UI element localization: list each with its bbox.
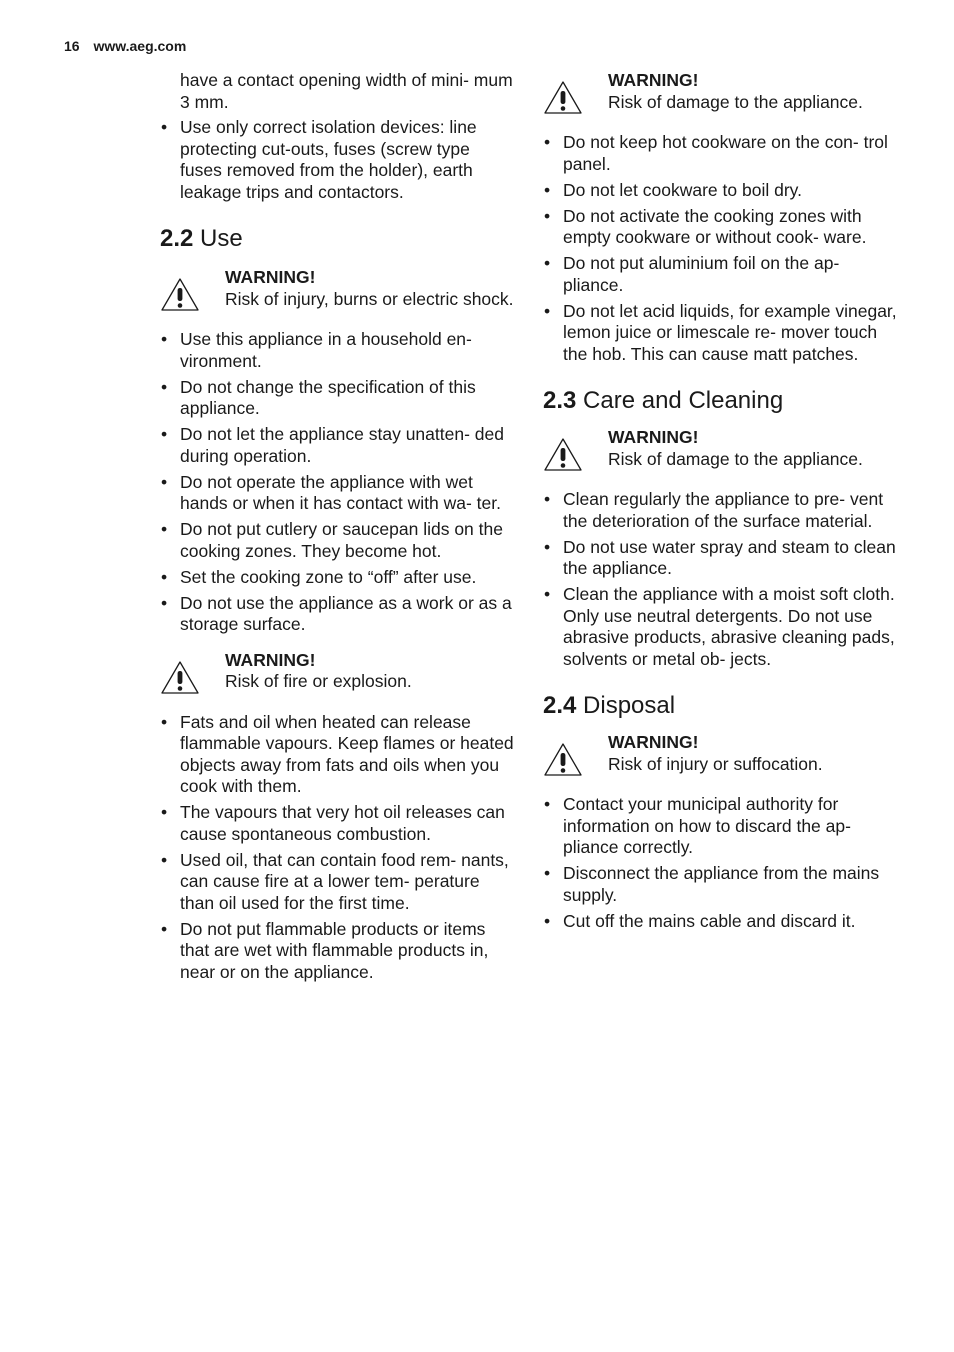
list-item: • Use only correct isolation devices: line protecting cut-outs, fuses (screw type fuses removed from the holder), earth leakage trips and contactors. bbox=[160, 117, 515, 203]
list-item: • Clean regularly the appliance to pre- vent the deterioration of the surface material. bbox=[543, 489, 903, 532]
list-item: • Do not use the appliance as a work or as a storage surface. bbox=[160, 593, 515, 636]
warning-text: Risk of damage to the appliance. bbox=[608, 448, 863, 469]
cookware-bullet-list bbox=[543, 132, 903, 365]
list-item: • Do not let acid liquids, for example vinegar, lemon juice or limescale re- mover touch the hob. This can cause matt patches. bbox=[543, 301, 903, 366]
warning-label: WARNING! bbox=[225, 649, 316, 670]
page-header bbox=[64, 38, 186, 54]
list-item: • Disconnect the appliance from the mains supply. bbox=[543, 863, 903, 906]
warning-block bbox=[160, 267, 515, 310]
list-item: • Do not let the appliance stay unatten- ded during operation. bbox=[160, 424, 515, 467]
warning-triangle-icon bbox=[543, 742, 583, 778]
list-item: • The vapours that very hot oil releases can cause spontaneous combustion. bbox=[160, 802, 515, 845]
warning-label: WARNING! bbox=[608, 732, 699, 752]
warning-triangle-icon bbox=[543, 437, 583, 473]
warning-block bbox=[160, 650, 515, 693]
page-number: 16 bbox=[64, 38, 80, 54]
list-item: • Do not activate the cooking zones with empty cookware or without cook- ware. bbox=[543, 206, 903, 249]
list-item: • Do not change the specification of this appliance. bbox=[160, 377, 515, 420]
list-item: • Do not put cutlery or saucepan lids on the cooking zones. They become hot. bbox=[160, 519, 515, 562]
list-item: • Set the cooking zone to “off” after use. bbox=[160, 567, 515, 589]
list-item: • Do not use water spray and steam to clean the appliance. bbox=[543, 537, 903, 580]
section-heading-use: 2.2 Use bbox=[160, 225, 243, 252]
warning-label: WARNING! bbox=[225, 267, 316, 287]
warning-block bbox=[543, 427, 903, 470]
list-item: • Do not put aluminium foil on the ap- pliance. bbox=[543, 253, 903, 296]
warning-triangle-icon bbox=[543, 80, 583, 116]
list-item: • Fats and oil when heated can release flammable vapours. Keep flames or heated objects away from fats and oils when you cook with them. bbox=[160, 712, 515, 798]
fire-bullet-list bbox=[160, 712, 515, 984]
warning-text: Risk of fire or explosion. bbox=[225, 671, 412, 691]
warning-text: Risk of injury or suffocation. bbox=[608, 753, 823, 774]
list-item: • Do not let cookware to boil dry. bbox=[543, 180, 903, 202]
section-heading-disposal: 2.4 Disposal bbox=[543, 692, 676, 719]
warning-block bbox=[543, 732, 903, 775]
warning-block bbox=[543, 70, 903, 113]
list-item: • Contact your municipal authority for information on how to discard the ap- pliance correctly. bbox=[543, 794, 903, 859]
warning-label: WARNING! bbox=[608, 427, 699, 447]
list-item: • Clean the appliance with a moist soft cloth. Only use neutral detergents. Do not use abrasive products, abrasive cleaning pads, solvents or metal ob- jects. bbox=[543, 584, 903, 670]
list-item: • Do not operate the appliance with wet hands or when it has contact with wa- ter. bbox=[160, 472, 515, 515]
left-column bbox=[160, 70, 515, 988]
disposal-bullet-list bbox=[543, 794, 903, 932]
list-item: • Do not keep hot cookware on the con- trol panel. bbox=[543, 132, 903, 175]
list-item: • Use this appliance in a household en- vironment. bbox=[160, 329, 515, 372]
care-bullet-list bbox=[543, 489, 903, 670]
warning-text: Risk of injury, burns or electric shock. bbox=[225, 288, 514, 309]
warning-triangle-icon bbox=[160, 660, 200, 696]
warning-triangle-icon bbox=[160, 277, 200, 313]
list-item: • Do not put flammable products or items that are wet with flammable products in, near or on the appliance. bbox=[160, 919, 515, 984]
list-item: • Used oil, that can contain food rem- nants, can cause fire at a lower tem- perature than oil used for the first time. bbox=[160, 850, 515, 915]
warning-text: Risk of damage to the appliance. bbox=[608, 91, 863, 112]
warning-label: WARNING! bbox=[608, 70, 699, 90]
intro-bullet-list bbox=[160, 117, 515, 203]
site-url: www.aeg.com bbox=[93, 38, 187, 54]
section-heading-care: 2.3 Care and Cleaning bbox=[543, 387, 784, 414]
intro-continuation: have a contact opening width of mini- mum 3 mm. bbox=[180, 70, 513, 112]
right-column bbox=[543, 70, 903, 937]
list-item: • Cut off the mains cable and discard it. bbox=[543, 911, 903, 933]
use-bullet-list bbox=[160, 329, 515, 636]
